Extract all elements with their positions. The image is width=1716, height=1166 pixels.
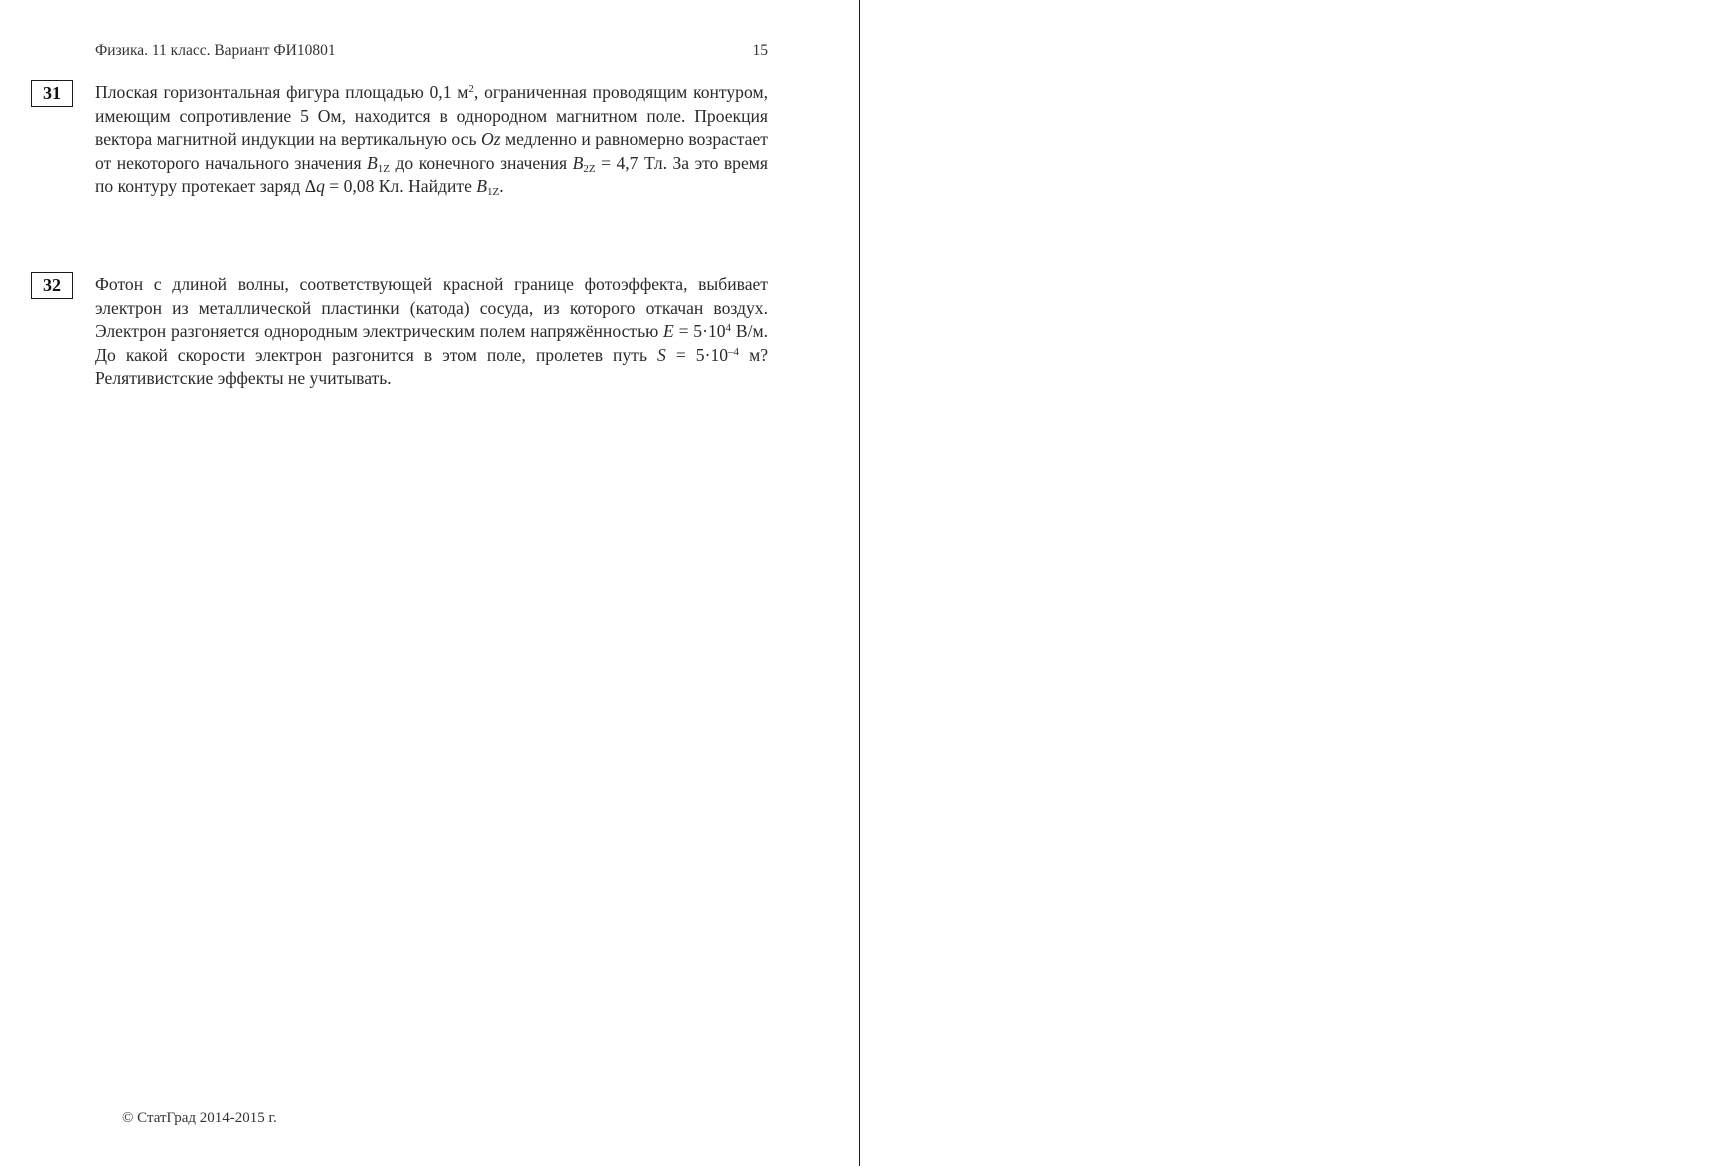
task-32-text: Фотон с длиной волны, соответствующей красной границе фотоэффекта, выбивает электрон из металлической пластинки (катода) сосуда, из которого откачан воздух. Электрон разгоняется однородным электрическим полем напряжённостью $E = 5\cdot 10^4$ В/м. До какой скорости электрон разгонится в этом поле, пролетев путь $S = 5\cdot 10^{-4}$ м? Релятивистские эффекты не учитывать. [95,274,769,389]
task-31-text: Плоская горизонтальная фигура площадью 0,1 $м^2$, ограниченная проводящим контуром, имеющим сопротивление 5 Ом, находится в однородном магнитном поле. Проекция вектора магнитной индукции на вертикальную ось Oz медленно и равномерно возрастает от некоторого начального значения $B_{1Z}$ до конечного значения $B_{2Z} = 4,7$ Тл. За это время по контуру протекает заряд Δq = 0,08 Кл. Найдите $B_{1Z}$. [95,82,769,199]
page-divider [859,0,860,1166]
task-number-31: 31 [31,80,73,107]
footer-copyright: © СтатГрад 2014-2015 г. [122,1110,277,1126]
task-number-32: 32 [31,272,73,299]
page-header-title: Физика. 11 класс. Вариант ФИ10801 [95,42,336,59]
page-number: 15 [752,42,768,59]
